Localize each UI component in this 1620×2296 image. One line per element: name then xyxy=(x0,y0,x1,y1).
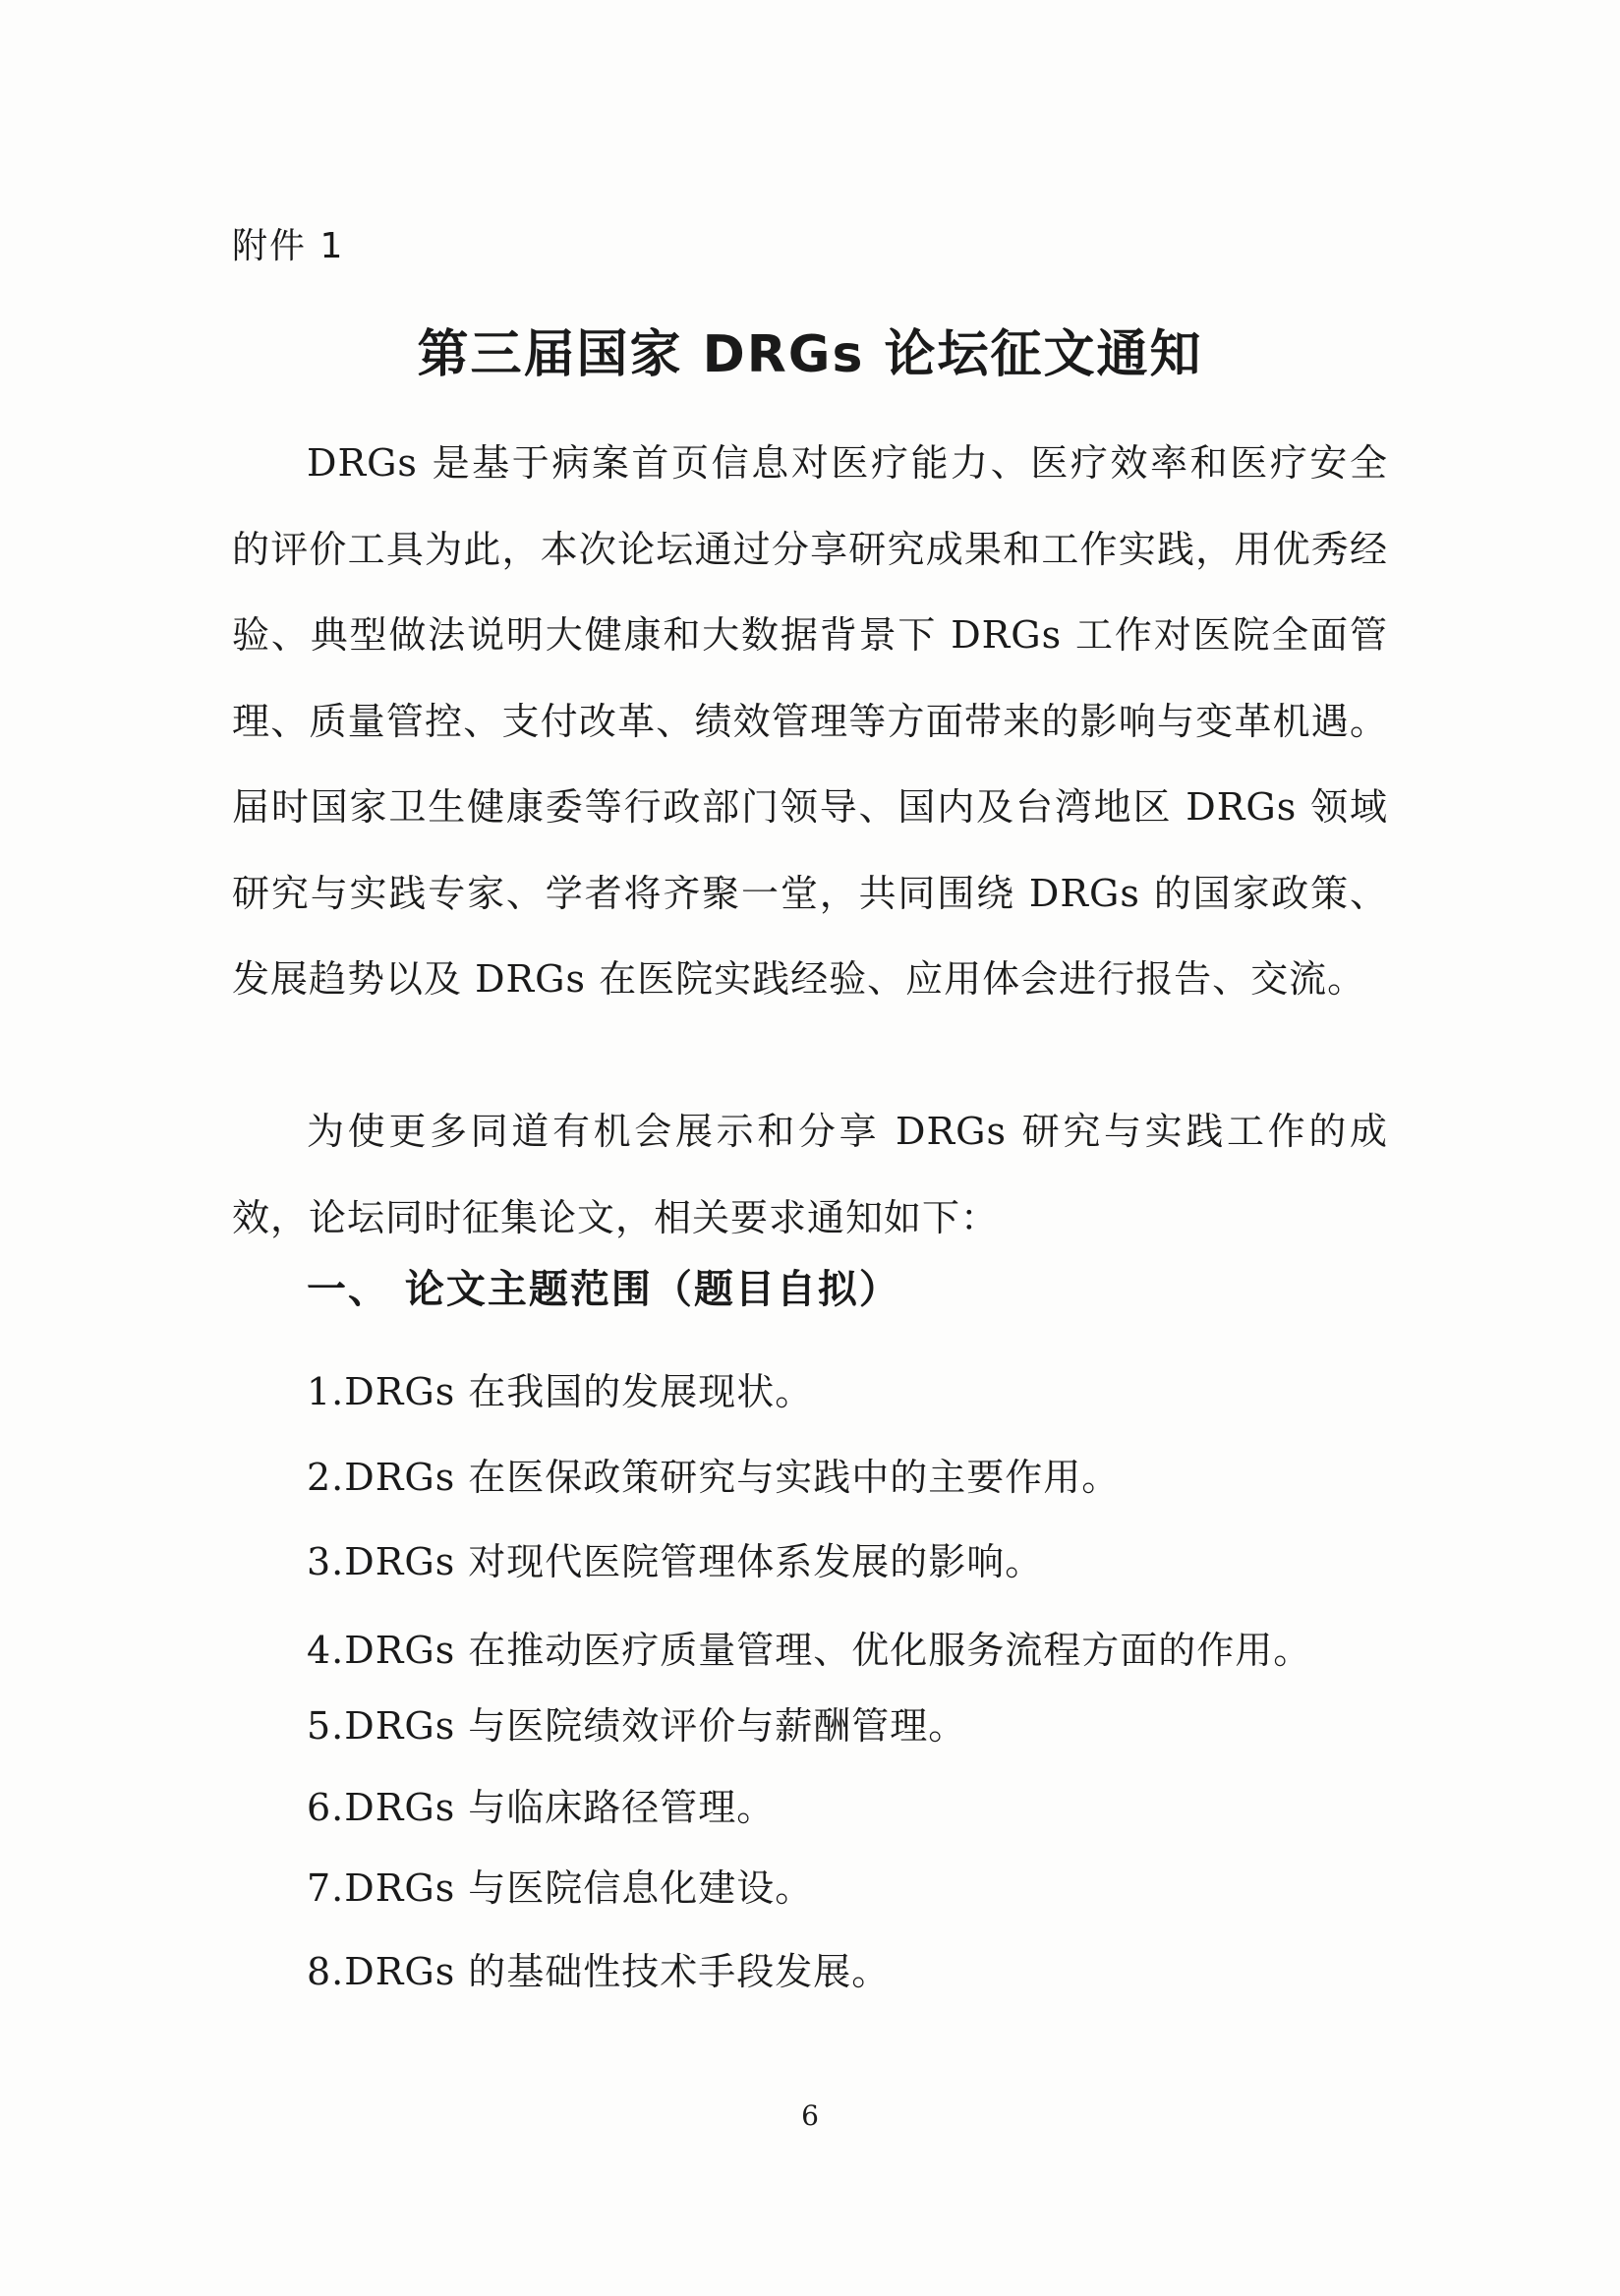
attachment-label: 附件 1 xyxy=(232,226,345,266)
topic-item: 2.DRGs 在医保政策研究与实践中的主要作用。 xyxy=(307,1456,1121,1499)
topic-item: 8.DRGs 的基础性技术手段发展。 xyxy=(307,1950,891,1993)
topic-item: 7.DRGs 与医院信息化建设。 xyxy=(307,1866,814,1910)
topic-item: 6.DRGs 与临床路径管理。 xyxy=(307,1786,776,1829)
topic-item: 1.DRGs 在我国的发展现状。 xyxy=(307,1370,814,1413)
page-number: 6 xyxy=(801,2099,819,2132)
call-for-papers-paragraph: 为使更多同道有机会展示和分享 DRGs 研究与实践工作的成效，论坛同时征集论文，相关要求通知如下： xyxy=(232,1110,1388,1239)
topic-item: 3.DRGs 对现代医院管理体系发展的影响。 xyxy=(307,1540,1044,1583)
document-title: 第三届国家 DRGs 论坛征文通知 xyxy=(417,325,1203,384)
topic-item: 4.DRGs 在推动医疗质量管理、优化服务流程方面的作用。 xyxy=(307,1629,1312,1672)
section-heading: 一、 论文主题范围（题目自拟） xyxy=(307,1267,900,1312)
topic-item: 5.DRGs 与医院绩效评价与薪酬管理。 xyxy=(307,1704,967,1748)
intro-paragraph: DRGs 是基于病案首页信息对医疗能力、医疗效率和医疗安全的评价工具为此，本次论坛通过分享研究成果和工作实践，用优秀经验、典型做法说明大健康和大数据背景下 DRGs 工作对医院全面管理、质量管控、支付改革、绩效管理等方面带来的影响与变革机遇。届时国家卫生健康委等行政部门领导、国内及台湾地区 DRGs 领域研究与实践专家、学者将齐聚一堂，共同围绕 DRGs 的国家政策、发展趋势以及 DRGs 在医院实践经验、应用体会进行报告、交流。 xyxy=(232,441,1388,1001)
